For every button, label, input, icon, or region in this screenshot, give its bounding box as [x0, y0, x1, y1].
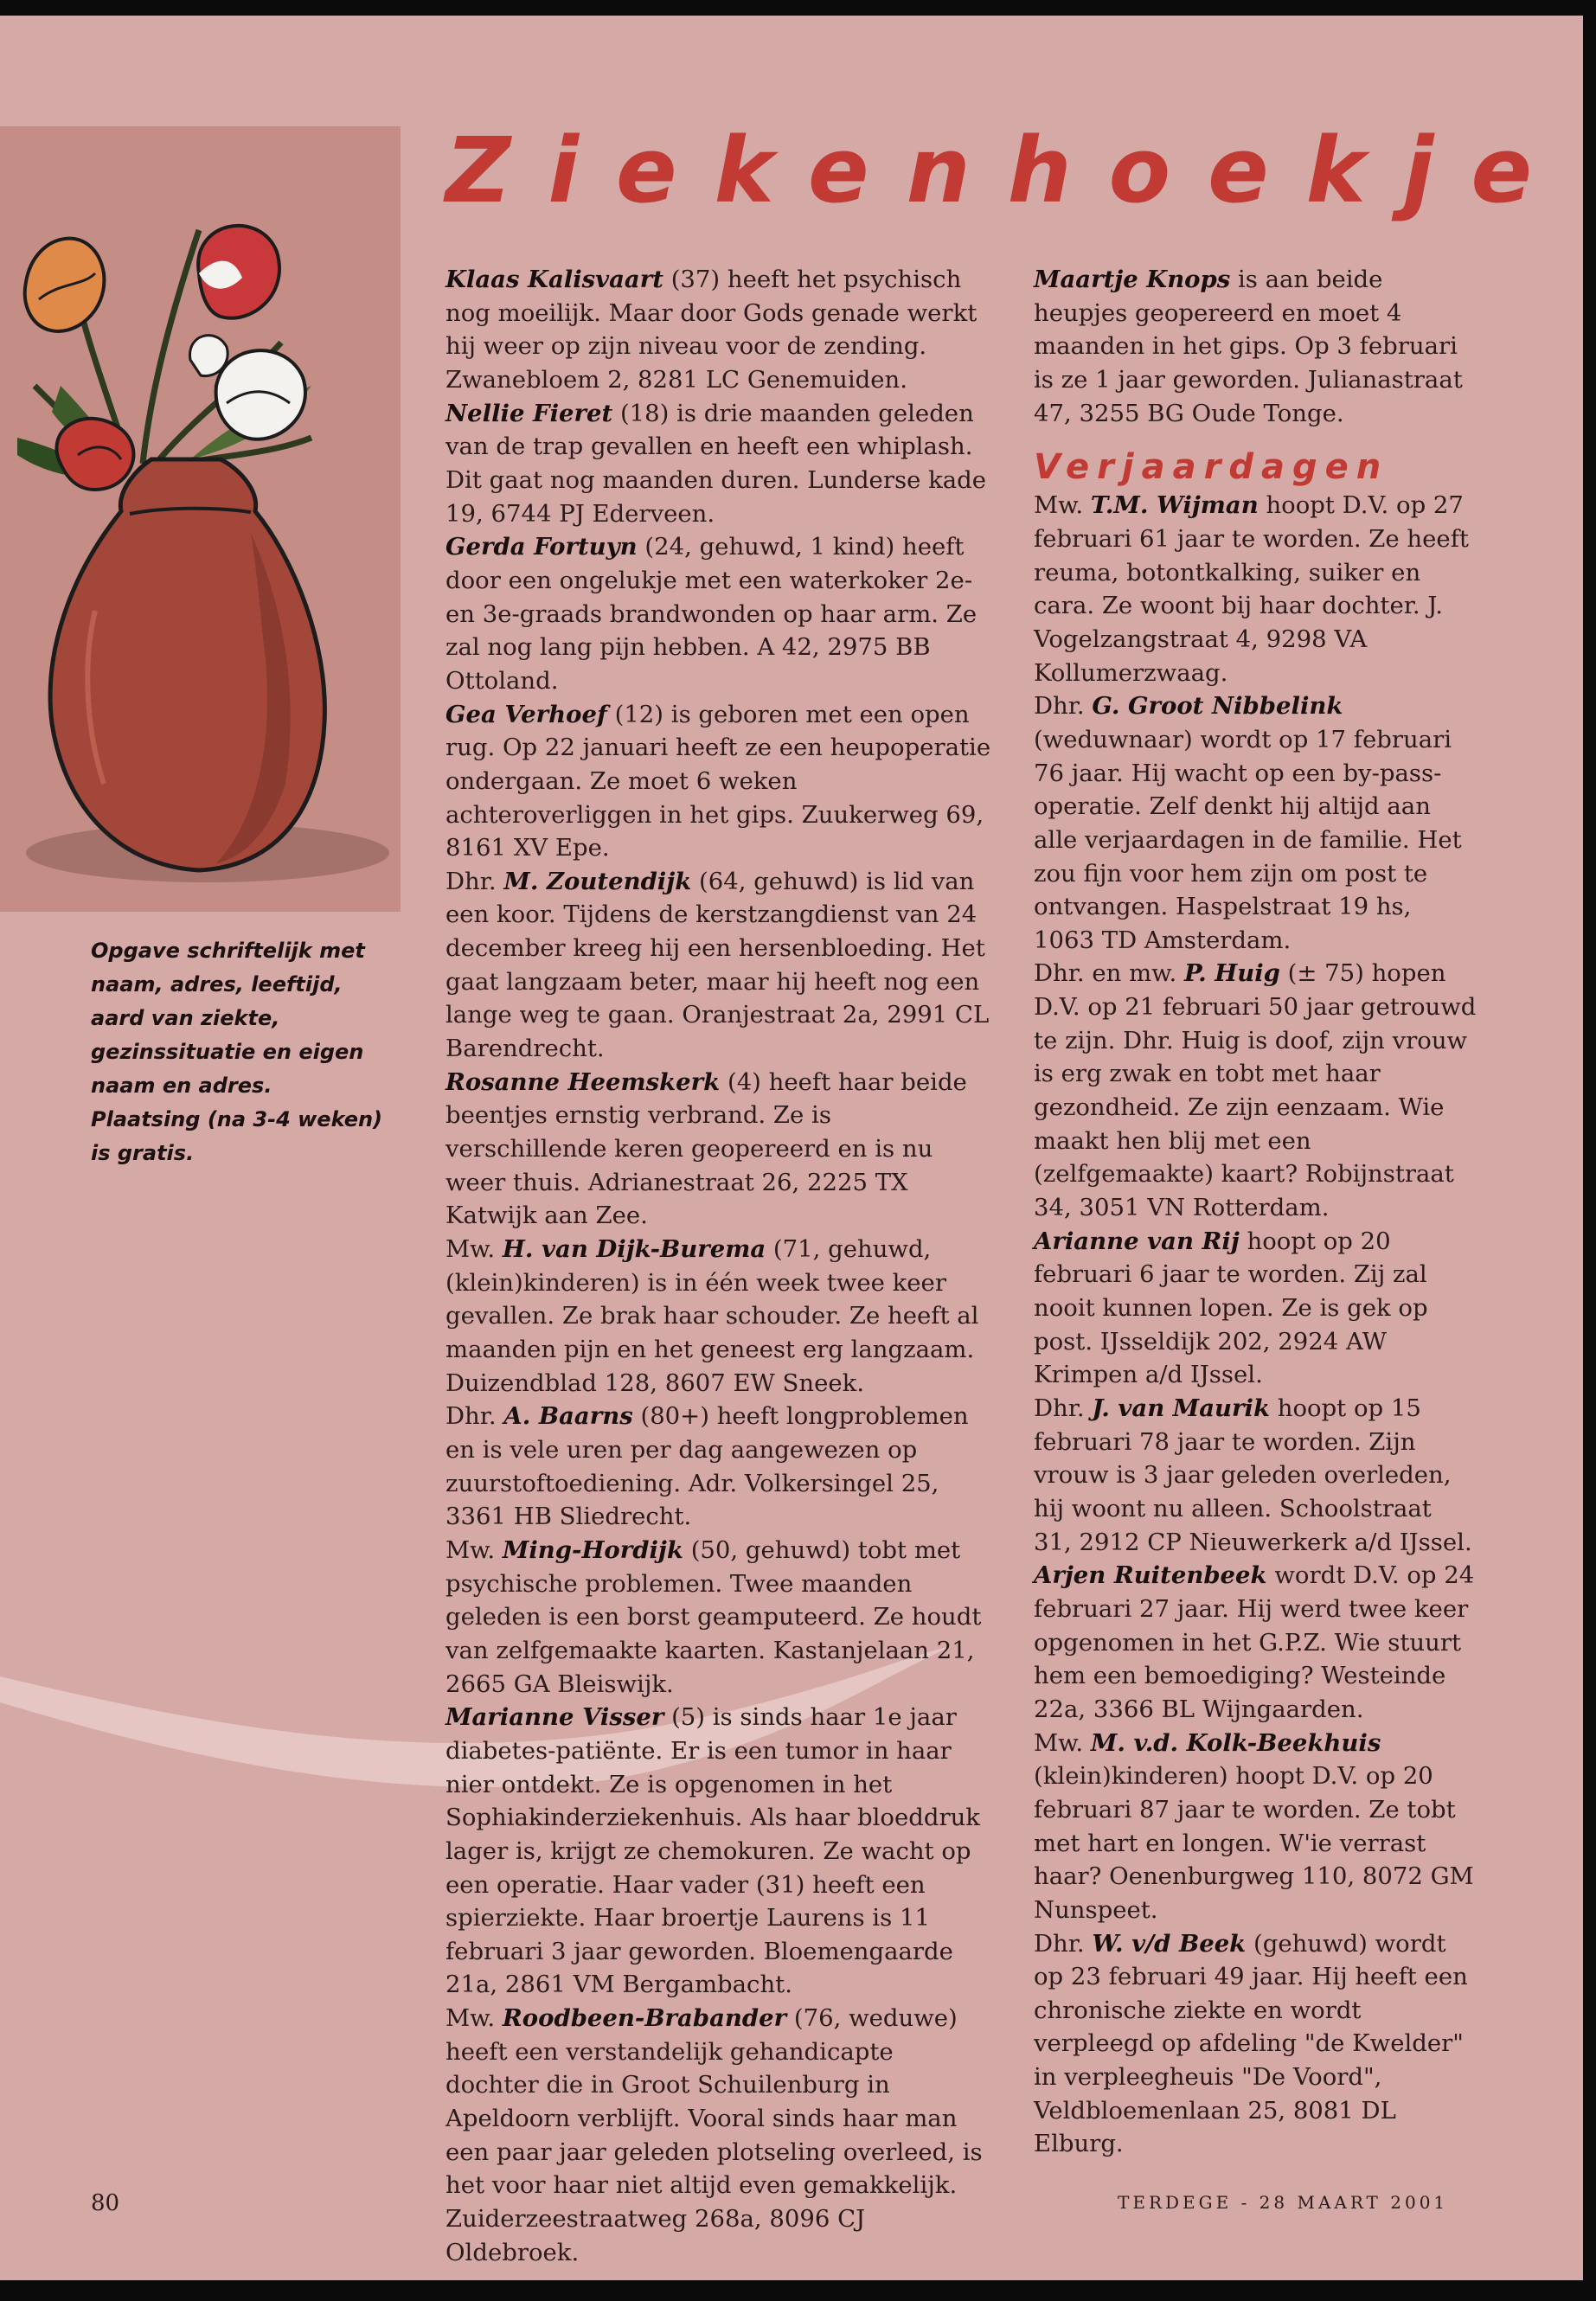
notice-name: H. van Dijk-Burema — [502, 1235, 766, 1264]
notice-name: M. Zoutendijk — [503, 867, 692, 895]
notice-text: (12) is geboren met een open rug. Op 22 januari heeft ze een heupoperatie ondergaan. Ze moet 6 weken achteroverliggen in het gips. Zuukerweg 69, 8161 XV Epe. — [445, 700, 991, 862]
notice-prefix: Dhr. en mw. — [1034, 959, 1184, 988]
notice-name: T.M. Wijman — [1090, 491, 1259, 520]
submission-info: Opgave schriftelijk met naam, adres, leeftijd, aard van ziekte, gezinssituatie en eigen naam en adres. Plaatsing (na 3-4 weken) is gratis. — [91, 939, 383, 1165]
notice-name: Nellie Fieret — [445, 399, 613, 427]
notice-text: (50, gehuwd) tobt met psychische problemen. Twee maanden geleden is een borst geamputeerd. Ze houdt van zelfgemaakte kaarten. Kastanjelaan 21, 2665 GA Bleiswijk. — [445, 1535, 982, 1698]
notice-entry — [445, 263, 992, 397]
notice-text: (weduwnaar) wordt op 17 februari 76 jaar. Hij wacht op een by-pass-operatie. Zelf denkt hij altijd aan alle verjaardagen in de familie. Het zou fijn voor hem zijn om post te ontvangen. Haspelstraat 19 hs, 1063 TD Amsterdam. — [1034, 725, 1462, 954]
page-title: Ziekenhoekje — [445, 118, 1569, 223]
notice-name: Gea Verhoef — [445, 700, 607, 728]
notice-name: Gerda Fortuyn — [445, 533, 638, 561]
notice-text: (37) heeft het psychisch nog moeilijk. Maar door Gods genade werkt hij weer op zijn niveau voor de zending. Zwanebloem 2, 8281 LC Genemuiden. — [445, 266, 977, 394]
notice-entry — [1034, 1225, 1477, 1392]
notice-text: hoopt D.V. op 27 februari 61 jaar te worden. Ze heeft reuma, botontkalking, suiker en cara. Ze woont bij haar dochter. J. Vogelzangstraat 4, 9298 VA Kollumerzwaag. — [1034, 491, 1469, 687]
notice-name: J. van Maurik — [1092, 1394, 1271, 1422]
page-number: 80 — [91, 2190, 120, 2216]
notice-name: Maartje Knops — [1034, 266, 1231, 293]
notice-entry — [1034, 1727, 1477, 1927]
notice-prefix: Dhr. — [445, 867, 504, 895]
notice-text: (klein)kinderen) hoopt D.V. op 20 februari 87 jaar te worden. Ze tobt met hart en longen. W'ie verrast haar? Oenenburgweg 110, 8072 GM Nunspeet. — [1034, 1762, 1474, 1924]
notice-name: Arjen Ruitenbeek — [1034, 1561, 1267, 1590]
notice-name: Arianne van Rij — [1034, 1227, 1240, 1255]
notice-entry — [1034, 689, 1477, 957]
notice-name: W. v/d Beek — [1092, 1929, 1247, 1958]
notice-name: Klaas Kalisvaart — [445, 266, 663, 293]
notice-entry — [445, 1534, 992, 1701]
notice-name: Ming-Hordijk — [502, 1535, 683, 1564]
notice-prefix: Dhr. — [1034, 1394, 1093, 1422]
notice-text: (5) is sinds haar 1e jaar diabetes-patiënte. Er is een tumor in haar nier ontdekt. Ze is opgenomen in het Sophiakinderziekenhuis. Als haar bloeddruk lager is, krijgt ze chemokuren. Ze wacht op een operatie. Haar vader (31) heeft een spierziekte. Haar broertje Laurens is 11 februari 3 jaar geworden. Bloemengaarde 21a, 2861 VM Bergambacht. — [445, 1703, 980, 1999]
notice-entry — [1034, 1927, 1477, 2162]
article-column-2-intro — [1034, 263, 1477, 430]
notice-entry — [1034, 957, 1477, 1224]
footer-publication: TERDEGE - 28 MAART 2001 — [1118, 2192, 1449, 2213]
notice-entry — [445, 2002, 992, 2269]
notice-entry — [445, 865, 992, 1066]
notice-text: (18) is drie maanden geleden van de trap gevallen en heeft een whiplash. Dit gaat nog maanden duren. Lunderse kade 19, 6744 PJ Ederveen. — [445, 399, 987, 528]
notice-text: (76, weduwe) heeft een verstandelijk gehandicapte dochter die in Groot Schuilenburg in Apeldoorn verblijft. Vooral sinds haar man een paar jaar geleden plotseling overleed, is het voor haar niet altijd even gemakkelijk. Zuiderzeestraatweg 268a, 8096 CJ Oldebroek. — [445, 2004, 983, 2266]
magazine-page — [0, 16, 1583, 2280]
notice-name: Roodbeen-Brabander — [502, 2004, 787, 2033]
notice-prefix: Mw. — [1034, 491, 1091, 520]
notice-name: A. Baarns — [503, 1402, 633, 1431]
notice-text: wordt D.V. op 24 februari 27 jaar. Hij werd twee keer opgenomen in het G.P.Z. Wie stuurt hem een bemoediging? Westeinde 22a, 3366 BL Wijngaarden. — [1034, 1561, 1475, 1723]
notice-text: hoopt op 15 februari 78 jaar te worden. Zijn vrouw is 3 jaar geleden overleden, hij woont nu alleen. Schoolstraat 31, 2912 CP Nieuwerkerk a/d IJssel. — [1034, 1394, 1472, 1556]
notice-entry — [1034, 263, 1477, 430]
notice-entry — [1034, 1559, 1477, 1726]
notice-text: (gehuwd) wordt op 23 februari 49 jaar. Hij heeft een chronische ziekte en wordt verpleegd op afdeling "de Kwelder" in verpleegheuis "De Voord", Veldbloemenlaan 25, 8081 DL Elburg. — [1034, 1929, 1468, 2158]
notice-entry — [445, 698, 992, 865]
notice-text: (80+) heeft longproblemen en is vele uren per dag aangewezen op zuurstoftoediening. Adr. Volkersingel 25, 3361 HB Sliedrecht. — [445, 1402, 969, 1531]
notice-entry — [1034, 489, 1477, 689]
notice-prefix: Mw. — [1034, 1728, 1091, 1757]
vase-illustration — [0, 126, 401, 912]
notice-prefix: Dhr. — [1034, 1929, 1093, 1958]
notice-entry — [445, 1701, 992, 2002]
notice-entry — [445, 397, 992, 531]
notice-name: P. Huig — [1183, 959, 1280, 988]
notice-text: (4) heeft haar beide beentjes ernstig verbrand. Ze is verschillende keren geopereerd en is nu weer thuis. Adrianestraat 26, 2225 TX Katwijk aan Zee. — [445, 1067, 967, 1230]
notice-text: hoopt op 20 februari 6 jaar te worden. Zij zal nooit kunnen lopen. Ze is gek op post. IJsseldijk 202, 2924 AW Krimpen a/d IJssel. — [1034, 1227, 1428, 1389]
notice-name: Rosanne Heemskerk — [445, 1067, 721, 1096]
section-heading: Verjaardagen — [1034, 447, 1389, 488]
notice-entry — [445, 1233, 992, 1400]
notice-entry — [445, 530, 992, 697]
notice-prefix: Dhr. — [1034, 692, 1093, 721]
red-flower — [56, 419, 133, 490]
notice-entry — [445, 1400, 992, 1534]
notice-text: (24, gehuwd, 1 kind) heeft door een ongelukje met een waterkoker 2e- en 3e-graads brandwonden op haar arm. Ze zal nog lang pijn hebben. A 42, 2975 BB Ottoland. — [445, 533, 977, 695]
birthday-list — [1034, 489, 1477, 2161]
white-tulip — [216, 350, 305, 439]
small-white-flower — [190, 336, 228, 376]
notice-text: (± 75) hopen D.V. op 21 februari 50 jaar getrouwd te zijn. Dhr. Huig is doof, zijn vrouw is erg zwak en tobt met haar gezondheid. Ze zijn eenzaam. Wie maakt hen blij met een (zelfgemaakte) kaart? Robijnstraat 34, 3051 VN Rotterdam. — [1034, 959, 1477, 1222]
notice-text: (71, gehuwd, (klein)kinderen) is in één week twee keer gevallen. Ze brak haar schouder. Ze heeft al maanden pijn en het geneest erg langzaam. Duizendblad 128, 8607 EW Sneek. — [445, 1235, 979, 1397]
notice-entry — [445, 1066, 992, 1233]
notice-name: M. v.d. Kolk-Beekhuis — [1090, 1728, 1381, 1757]
notice-name: G. Groot Nibbelink — [1092, 692, 1343, 721]
notice-prefix: Mw. — [445, 2004, 503, 2033]
notice-entry — [1034, 1392, 1477, 1559]
article-column-2 — [1034, 263, 1477, 2161]
notice-name: Marianne Visser — [445, 1703, 664, 1732]
notice-text: (64, gehuwd) is lid van een koor. Tijdens de kerstzangdienst van 24 december kreeg hij een hersenbloeding. Het gaat langzaam beter, maar hij heeft nog een lange weg te gaan. Oranjestraat 2a, 2991 CL Barendrecht. — [445, 867, 990, 1063]
notice-text: is aan beide heupjes geopereerd en moet 4 maanden in het gips. Op 3 februari is ze 1 jaar geworden. Julianastraat 47, 3255 BG Oude Tonge. — [1034, 266, 1463, 427]
article-column-1 — [445, 263, 992, 2269]
notice-prefix: Mw. — [445, 1535, 503, 1564]
notice-prefix: Dhr. — [445, 1402, 504, 1431]
notice-prefix: Mw. — [445, 1235, 503, 1264]
